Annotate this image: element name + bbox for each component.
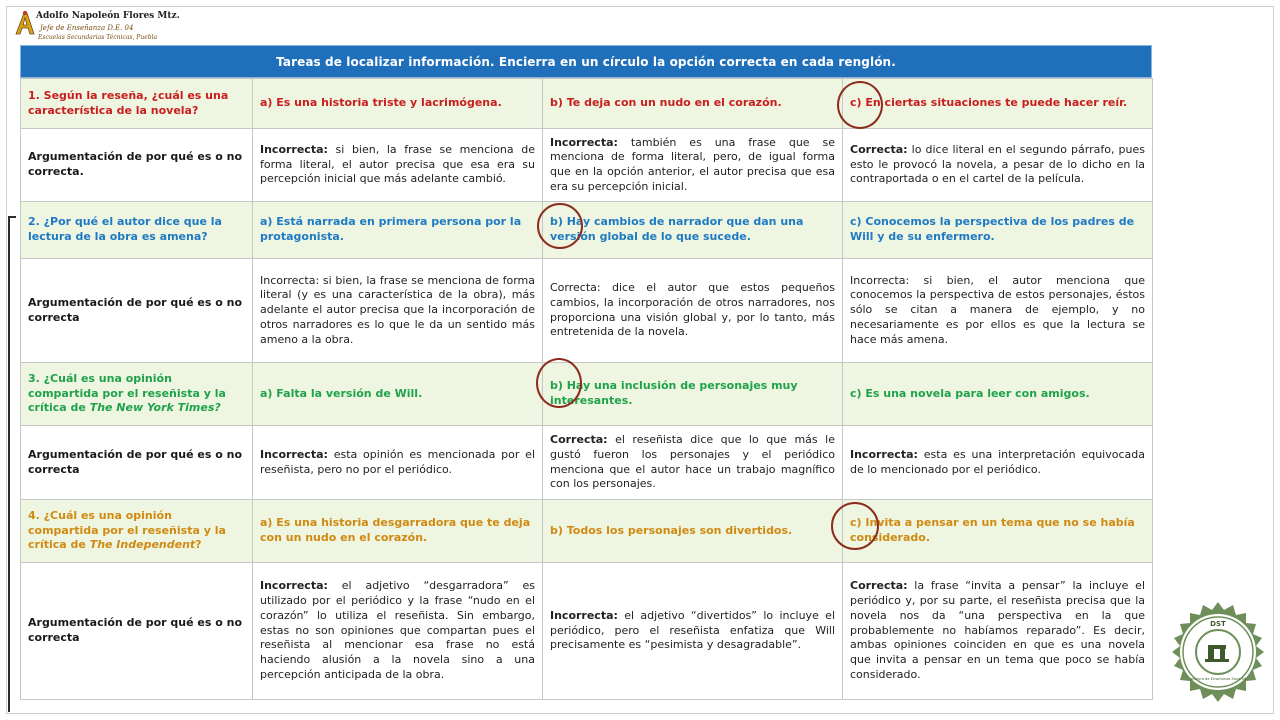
q2-argument-a: Incorrecta: si bien, la frase se menciona de forma literal (y es una característica de la obra), más adelante el autor precisa que la incorporación de otros narradores es lo que le da un sentido más ameno a la obra. <box>253 259 543 363</box>
question-1: 1. Según la reseña, ¿cuál es una característica de la novela? <box>21 79 253 129</box>
argument-text: lo dice literal en el segundo párrafo, pues esto le provocó la novela, a pesar de lo dicho en la contraportada o en el cartel de la película. <box>850 142 1145 186</box>
verdict-label: Correcta: <box>850 579 908 593</box>
argument-row-4 <box>21 563 1153 700</box>
argument-label: Argumentación de por qué es o no correcta. <box>21 129 253 202</box>
argument-text: el reseñista dice que lo que más le gustó fueron los personajes y el periódico menciona que el autor hace un trabajo magnífico con los personajes. <box>550 433 835 491</box>
verdict-label: Incorrecta: <box>550 608 618 622</box>
seal-top-text: DST <box>1210 620 1226 628</box>
seal-bottom-text: Jefatura de Enseñanza Zona 04 <box>1189 677 1247 681</box>
question-4 <box>21 500 253 563</box>
verdict-label: Correcta: <box>850 142 908 156</box>
q2-option-a[interactable]: a) Está narrada en primera persona por la protagonista. <box>253 202 543 259</box>
argument-text: si bien, la frase se menciona de forma literal, el autor precisa que esa era su percepción inicial que más adelante cambió. <box>260 142 535 186</box>
q2-argument-b: Correcta: dice el autor que estos pequeños cambios, la incorporación de otros narradores, nos proporciona una visión global y, por lo tanto, más entretenida de la novela. <box>543 259 843 363</box>
q4-argument-c <box>843 563 1153 700</box>
question-row-2 <box>21 202 1153 259</box>
q4-option-a[interactable]: a) Es una historia desgarradora que te deja con un nudo en el corazón. <box>253 500 543 563</box>
author-logo <box>14 8 244 44</box>
verdict-label: Incorrecta: <box>260 447 328 461</box>
answer-circle-q1[interactable] <box>837 81 883 129</box>
verdict-label: Incorrecta: <box>850 447 918 461</box>
argument-label: Argumentación de por qué es o no correcta <box>21 426 253 500</box>
argument-row-3 <box>21 426 1153 500</box>
argument-text: esta opinión es mencionada por el reseñista, pero no por el periódico. <box>260 447 535 476</box>
question-4-end: ? <box>195 538 202 552</box>
q3-argument-c <box>843 426 1153 500</box>
q3-option-b[interactable]: b) Hay una inclusión de personajes muy interesantes. <box>543 363 843 426</box>
argument-text: la frase “invita a pensar” la incluye el periódico y, por su parte, el reseñista precisa que la novela nos da “una perspectiva en la que probablemente no habíamos reparado”. Es decir, ambas opiniones coinciden en que es una novela que invita a pensar en un tema que poco se había considerado. <box>850 579 1145 681</box>
q2-option-c[interactable]: c) Conocemos la perspectiva de los padres de Will y de su enfermero. <box>843 202 1153 259</box>
verdict-label: Correcta: <box>550 433 608 447</box>
q2-argument-c: Incorrecta: si bien, el autor menciona que conocemos la perspectiva de estos personajes, éstos sólo se citan a manera de ejemplo, y no necesariamente es por ellos es que la lectura se hace más amena. <box>843 259 1153 363</box>
questions-table <box>20 78 1153 700</box>
logo-name: Adolfo Napoleón Flores Mtz. <box>36 11 180 21</box>
answer-circle-q2[interactable] <box>537 203 583 249</box>
logo-role: Jefe de Enseñanza D.E. 04 <box>40 24 134 32</box>
activity-table <box>20 45 1152 700</box>
argument-row-2 <box>21 259 1153 363</box>
answer-circle-q3[interactable] <box>536 358 582 408</box>
q3-option-c[interactable]: c) Es una novela para leer con amigos. <box>843 363 1153 426</box>
argument-text: el adjetivo “desgarradora” es utilizado por el periódico y la frase “nudo en el corazón” lo utiliza el reseñista. Sin embargo, estas no son opiniones que compartan pues el reseñista al mencionar esa frase no está haciendo alusión a la novela sino a una percepción anticipada de la obra. <box>260 579 535 681</box>
question-3-text: 3. ¿Cuál es una opinión compartida por el reseñista y la crítica de <box>28 371 226 415</box>
q1-option-c[interactable]: c) En ciertas situaciones te puede hacer reír. <box>843 79 1153 129</box>
logo-a-icon <box>14 10 36 36</box>
question-row-4 <box>21 500 1153 563</box>
argument-text: el adjetivo “divertidos” lo incluye el periódico, pero el reseñista enfatiza que Will precisamente es “pesimista y desagradable”. <box>550 608 835 652</box>
answer-circle-q4[interactable] <box>831 502 879 550</box>
q4-option-c[interactable]: c) Invita a pensar en un tema que no se había considerado. <box>843 500 1153 563</box>
q2-option-b[interactable]: b) Hay cambios de narrador que dan una versión global de lo que sucede. <box>543 202 843 259</box>
question-row-1 <box>21 79 1153 129</box>
dst-seal-logo <box>1164 598 1272 706</box>
q1-argument-b <box>543 129 843 202</box>
q4-option-b[interactable]: b) Todos los personajes son divertidos. <box>543 500 843 563</box>
verdict-label: Incorrecta: <box>260 142 328 156</box>
q1-option-a[interactable]: a) Es una historia triste y lacrimógena. <box>253 79 543 129</box>
argument-label: Argumentación de por qué es o no correcta <box>21 259 253 363</box>
q1-option-b[interactable]: b) Te deja con un nudo en el corazón. <box>543 79 843 129</box>
argument-row-1 <box>21 129 1153 202</box>
argument-text: esta es una interpretación equivocada de lo mencionado por el periódico. <box>850 447 1145 476</box>
question-4-text: 4. ¿Cuál es una opinión compartida por el reseñista y la crítica de <box>28 508 226 552</box>
question-3-newspaper: The New York Times? <box>89 401 221 415</box>
q3-option-a[interactable]: a) Falta la versión de Will. <box>253 363 543 426</box>
q3-argument-b <box>543 426 843 500</box>
verdict-label: Incorrecta: <box>550 135 618 149</box>
q4-argument-b <box>543 563 843 700</box>
question-3 <box>21 363 253 426</box>
argument-label: Argumentación de por qué es o no correcta <box>21 563 253 700</box>
question-row-3 <box>21 363 1153 426</box>
verdict-label: Incorrecta: <box>260 579 328 593</box>
q3-argument-a <box>253 426 543 500</box>
logo-institution: Escuelas Secundarias Técnicas, Puebla <box>38 34 158 41</box>
argument-text: también es una frase que se menciona de forma literal, pero, de igual forma que en la opción anterior, el autor precisa que esa era su percepción inicial. <box>550 135 835 193</box>
q4-argument-a <box>253 563 543 700</box>
question-4-newspaper: The Independent <box>89 538 196 552</box>
question-2: 2. ¿Por qué el autor dice que la lectura de la obra es amena? <box>21 202 253 259</box>
q1-argument-a <box>253 129 543 202</box>
q1-argument-c <box>843 129 1153 202</box>
table-banner: Tareas de localizar información. Encierra en un círculo la opción correcta en cada renglón. <box>20 45 1152 78</box>
side-bracket <box>8 216 10 712</box>
